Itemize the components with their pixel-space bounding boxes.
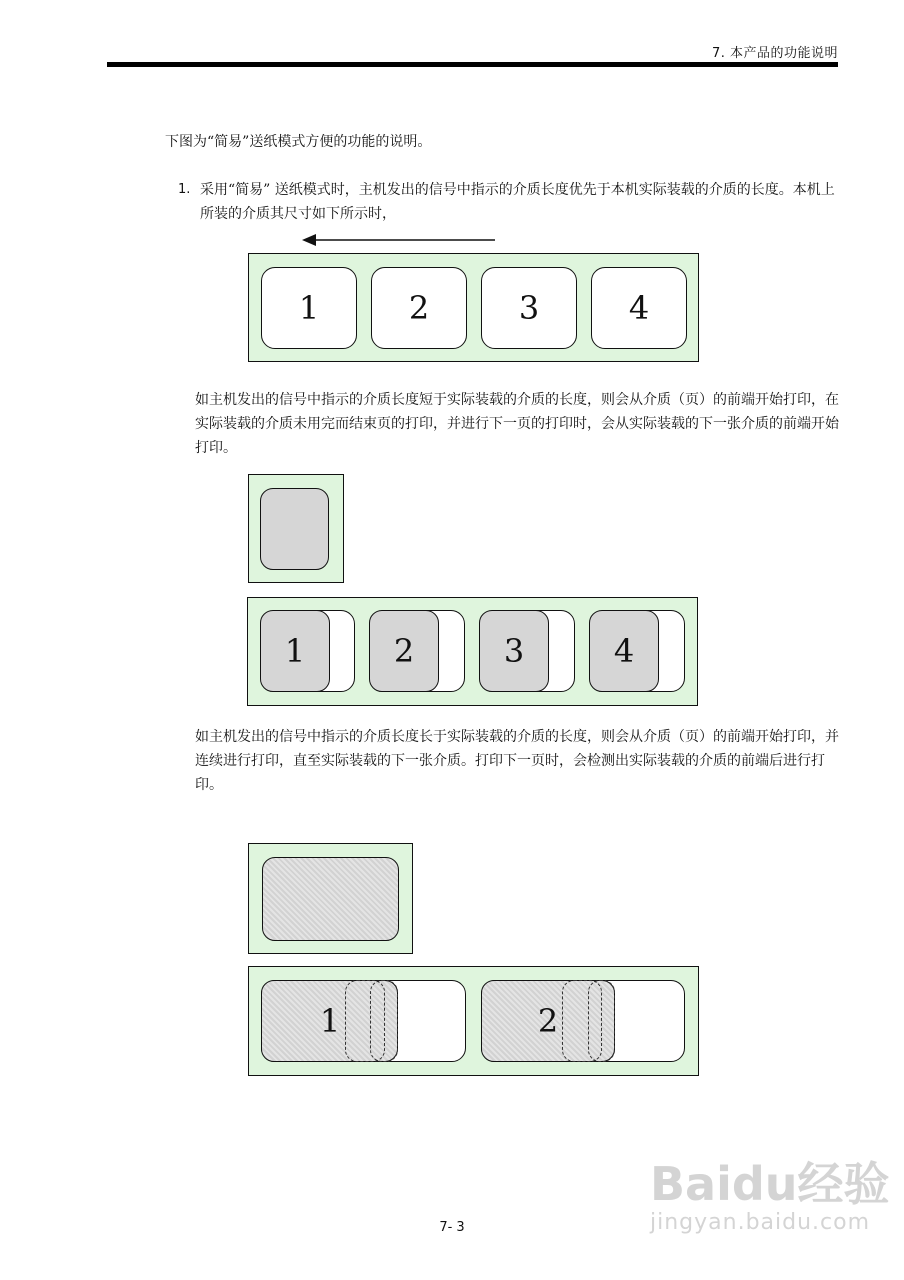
shorter-length-paragraph: 如主机发出的信号中指示的介质长度短于实际装载的介质的长度，则会从介质（页）的前端开始打印，在实际装载的介质未用完而结束页的打印，并进行下一页的打印时，会从实际装载的下一张介质的前端开始打印。 (195, 392, 839, 456)
item1-paragraph: 采用“简易” 送纸模式时，主机发出的信号中指示的介质长度优先于本机实际装载的介质的长度。本机上所装的介质其尺寸如下所示时， (200, 182, 835, 222)
header-rule (107, 62, 838, 67)
page-overlap-outline (588, 980, 615, 1062)
page-number-label: 1 (319, 1002, 341, 1040)
media-sheet: 2 (371, 267, 467, 349)
media-sheet: 3 (481, 267, 577, 349)
page-number-label: 2 (537, 1002, 559, 1040)
printed-page: 2 (369, 610, 439, 692)
media-sheet: 1 (261, 267, 357, 349)
printed-page: 1 (260, 610, 330, 692)
section-title: 7. 本产品的功能说明 (711, 46, 838, 61)
short-page-sheet (260, 488, 329, 570)
watermark-url: jingyan.baidu.com (650, 1210, 871, 1235)
list-number: 1. (178, 182, 191, 197)
intro-paragraph: 下图为“简易”送纸模式方便的功能的说明。 (165, 134, 432, 150)
printed-page: 3 (479, 610, 549, 692)
media-sheet: 4 (591, 267, 687, 349)
long-page-sheet (262, 857, 399, 941)
page-number: 7- 3 (439, 1220, 465, 1235)
watermark-logo: Baidu经验 (650, 1157, 890, 1211)
feed-arrow-icon (300, 230, 500, 250)
longer-length-paragraph: 如主机发出的信号中指示的介质长度长于实际装载的介质的长度，则会从介质（页）的前端开始打印，并连续进行打印，直至实际装载的下一张介质。打印下一页时，会检测出实际装载的介质的前端后进行打印。 (195, 729, 839, 793)
page-overlap-outline (370, 980, 398, 1062)
printed-page: 4 (589, 610, 659, 692)
